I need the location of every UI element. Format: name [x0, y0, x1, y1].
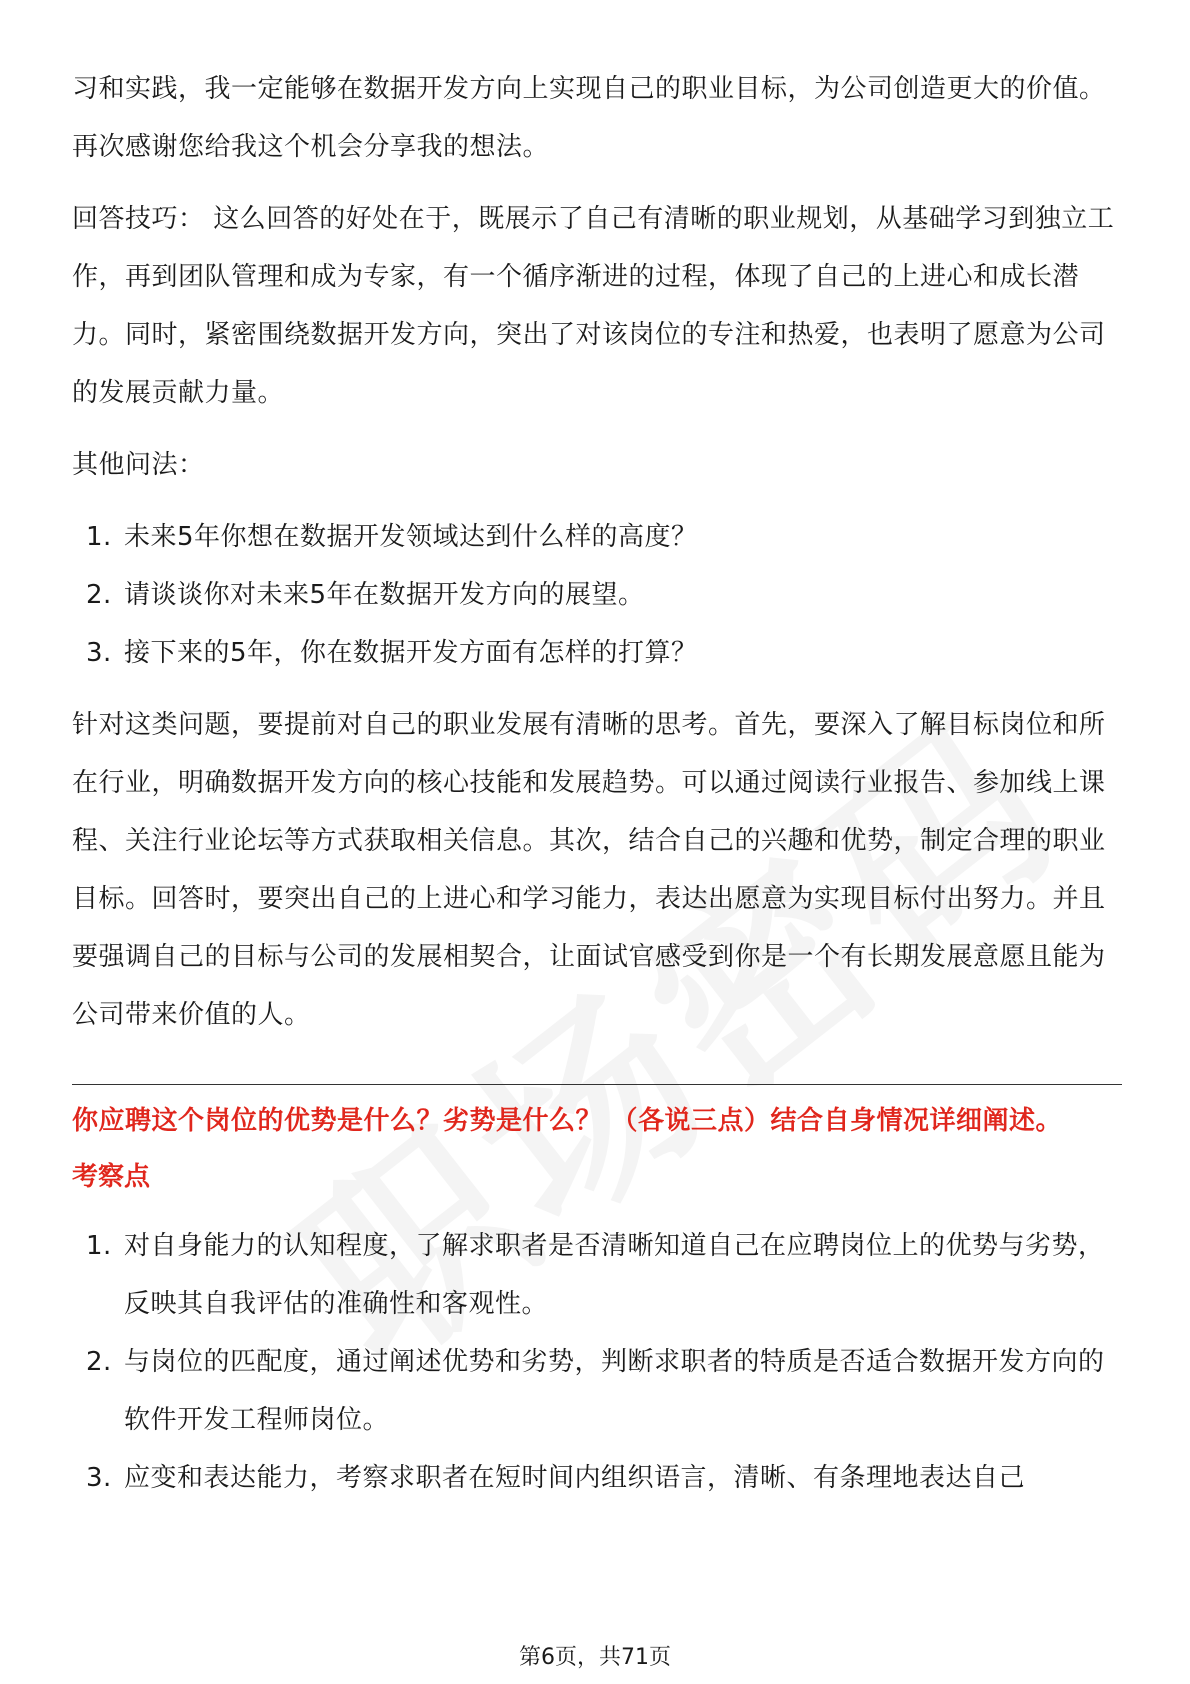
- list-number: 1.: [86, 1231, 112, 1261]
- list-number: 3.: [86, 638, 112, 668]
- list-number: 2.: [86, 1347, 112, 1377]
- exam-points-list: [72, 1217, 1122, 1507]
- list-number: 1.: [86, 522, 112, 552]
- list-item: [72, 566, 1122, 624]
- list-item: [72, 1333, 1122, 1449]
- list-item: [72, 508, 1122, 566]
- question-title: 你应聘这个岗位的优势是什么？劣势是什么？ （各说三点）结合自身情况详细阐述。: [72, 1106, 1063, 1136]
- list-item: [72, 1217, 1122, 1333]
- other-questions-list: [72, 508, 1122, 682]
- list-item: [72, 624, 1122, 682]
- list-item-text: 接下来的5年，你在数据开发方面有怎样的打算？: [124, 638, 698, 668]
- advice-paragraph: 针对这类问题，要提前对自己的职业发展有清晰的思考。首先，要深入了解目标岗位和所在行业，明确数据开发方向的核心技能和发展趋势。可以通过阅读行业报告、参加线上课程、关注行业论坛等方式获取相关信息。其次，结合自己的兴趣和优势，制定合理的职业目标。回答时，要突出自己的上进心和学习能力，表达出愿意为实现目标付出努力。并且要强调自己的目标与公司的发展相契合，让面试官感受到你是一个有长期发展意愿且能为公司带来价值的人。: [72, 710, 1106, 1030]
- other-questions-label: 其他问法：: [72, 450, 205, 480]
- exam-points-heading: 考察点: [72, 1162, 151, 1192]
- list-item: [72, 1449, 1122, 1507]
- document-page: [72, 60, 1122, 1507]
- section-divider: [72, 1084, 1122, 1085]
- list-number: 2.: [86, 580, 112, 610]
- list-item-text: 请谈谈你对未来5年在数据开发方向的展望。: [124, 580, 645, 610]
- tips-paragraph: 回答技巧： 这么回答的好处在于，既展示了自己有清晰的职业规划，从基础学习到独立工作，再到团队管理和成为专家，有一个循序渐进的过程，体现了自己的上进心和成长潜力。同时，紧密围绕数据开发方向，突出了对该岗位的专注和热爱，也表明了愿意为公司的发展贡献力量。: [72, 204, 1115, 408]
- list-item-text: 未来5年你想在数据开发领域达到什么样的高度？: [124, 522, 698, 552]
- list-number: 3.: [86, 1463, 112, 1493]
- page-footer: 第6页，共71页: [519, 1645, 671, 1670]
- list-item-text: 与岗位的匹配度，通过阐述优势和劣势，判断求职者的特质是否适合数据开发方向的软件开发工程师岗位。: [124, 1347, 1105, 1435]
- list-item-text: 应变和表达能力，考察求职者在短时间内组织语言，清晰、有条理地表达自己: [124, 1463, 1026, 1493]
- intro-paragraph: 习和实践，我一定能够在数据开发方向上实现自己的职业目标，为公司创造更大的价值。再次感谢您给我这个机会分享我的想法。: [72, 74, 1106, 162]
- list-item-text: 对自身能力的认知程度，了解求职者是否清晰知道自己在应聘岗位上的优势与劣势，反映其自我评估的准确性和客观性。: [124, 1231, 1105, 1319]
